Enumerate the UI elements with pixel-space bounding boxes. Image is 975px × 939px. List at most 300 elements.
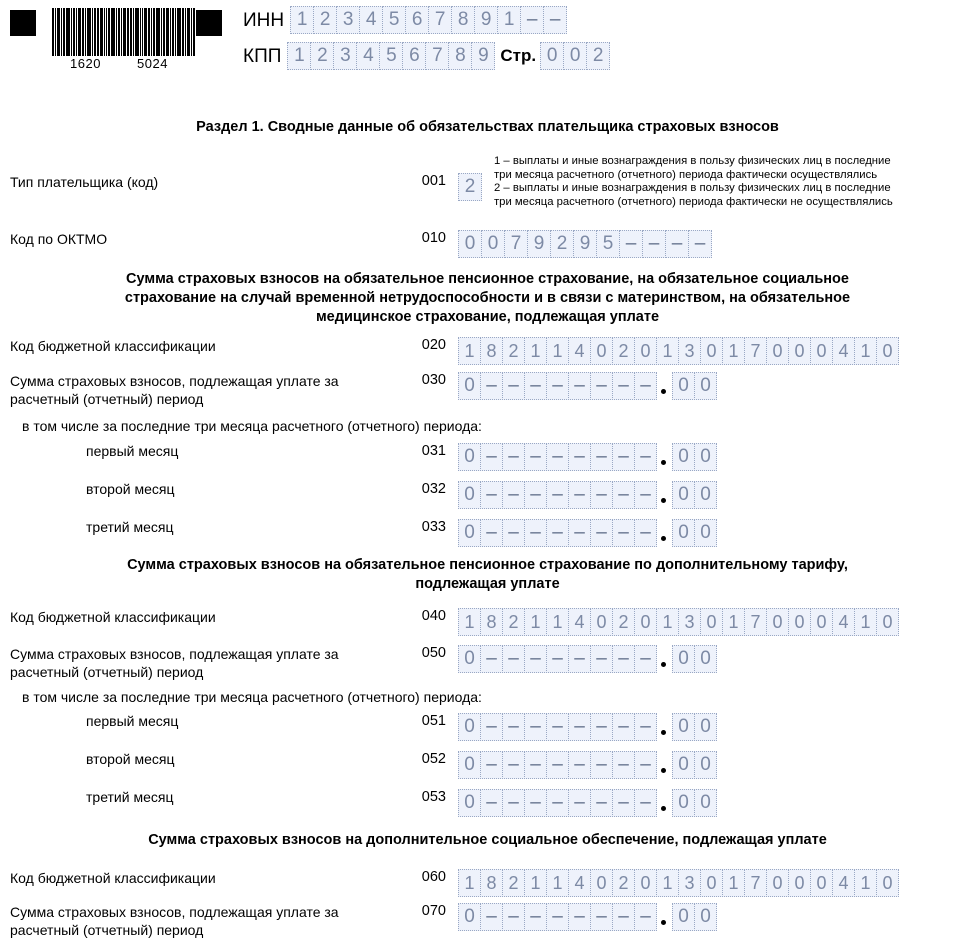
month-field[interactable] [458, 481, 716, 509]
barcode-bar [97, 8, 99, 56]
month-dec-cells[interactable] [672, 519, 716, 547]
char-cell[interactable]: 0 [458, 443, 481, 471]
sum-field[interactable] [458, 903, 716, 931]
char-cell[interactable]: – [634, 519, 657, 547]
char-cell[interactable]: 0 [634, 869, 657, 897]
month-dec-cells[interactable] [672, 751, 716, 779]
char-cell[interactable]: 0 [672, 645, 695, 673]
barcode-bar [100, 8, 103, 56]
month-dec-cells[interactable] [672, 443, 716, 471]
char-cell[interactable]: 4 [568, 608, 591, 636]
month-code: 031 [421, 443, 446, 459]
char-cell[interactable]: 1 [656, 608, 679, 636]
char-cell[interactable]: 0 [694, 645, 717, 673]
payer-type-hint-line4: три месяца расчетного (отчетного) периода фактически не осуществлялись [494, 195, 893, 208]
char-cell[interactable]: 4 [832, 608, 855, 636]
char-cell[interactable]: 0 [766, 337, 789, 365]
sum-field[interactable] [458, 372, 716, 400]
char-cell[interactable]: – [590, 903, 613, 931]
char-cell[interactable]: 0 [876, 869, 899, 897]
char-cell[interactable]: – [524, 789, 547, 817]
char-cell[interactable]: 0 [810, 337, 833, 365]
kpp-row [243, 40, 609, 72]
char-cell[interactable]: – [590, 789, 613, 817]
char-cell[interactable]: 4 [356, 42, 380, 70]
char-cell[interactable]: – [634, 751, 657, 779]
barcode-bar [185, 8, 186, 56]
char-cell[interactable]: 1 [722, 608, 745, 636]
barcode-bar [104, 8, 105, 56]
month-int-cells[interactable] [458, 789, 656, 817]
decimal-separator [656, 481, 672, 509]
char-cell[interactable]: – [612, 789, 635, 817]
char-cell[interactable]: – [612, 903, 635, 931]
kbk-label: Код бюджетной классификации [10, 609, 216, 625]
char-cell[interactable]: – [590, 372, 613, 400]
char-cell[interactable]: – [502, 443, 525, 471]
char-cell[interactable]: 3 [678, 869, 701, 897]
alignment-square-left [10, 10, 36, 36]
barcode-bar [144, 8, 147, 56]
char-cell[interactable]: – [502, 713, 525, 741]
char-cell[interactable]: – [612, 751, 635, 779]
barcode-bar [170, 8, 171, 56]
char-cell[interactable]: – [480, 519, 503, 547]
char-cell[interactable]: 2 [612, 337, 635, 365]
char-cell[interactable]: 9 [471, 42, 495, 70]
char-cell[interactable]: 0 [810, 608, 833, 636]
char-cell[interactable]: 5 [382, 6, 406, 34]
block-title-line: Сумма страховых взносов на дополнительное социальное обеспечение, подлежащая уплате [148, 832, 827, 848]
char-cell[interactable]: 4 [568, 869, 591, 897]
char-cell[interactable]: 0 [694, 443, 717, 471]
char-cell[interactable]: – [480, 789, 503, 817]
char-cell[interactable]: – [546, 372, 569, 400]
char-cell[interactable]: 6 [402, 42, 426, 70]
char-cell[interactable]: 1 [458, 608, 481, 636]
char-cell[interactable]: – [524, 751, 547, 779]
month-field[interactable] [458, 713, 716, 741]
char-cell[interactable]: – [546, 713, 569, 741]
barcode-bar [66, 8, 70, 56]
char-cell[interactable]: – [568, 481, 591, 509]
char-cell[interactable]: – [480, 372, 503, 400]
block-subnote: в том числе за последние три месяца расчетного (отчетного) периода: [22, 418, 482, 434]
page-number-input[interactable] [540, 42, 609, 70]
char-cell[interactable]: 0 [590, 869, 613, 897]
char-cell[interactable]: 0 [876, 608, 899, 636]
month-dec-cells[interactable] [672, 481, 716, 509]
char-cell[interactable]: 0 [634, 608, 657, 636]
sum-dec-cells[interactable] [672, 372, 716, 400]
char-cell[interactable]: 2 [550, 230, 574, 258]
char-cell[interactable]: 9 [527, 230, 551, 258]
char-cell[interactable]: 2 [502, 608, 525, 636]
char-cell[interactable]: 1 [722, 337, 745, 365]
char-cell[interactable]: – [590, 751, 613, 779]
page-label: Стр. [500, 46, 537, 65]
char-cell[interactable]: 1 [290, 6, 314, 34]
char-cell[interactable]: 0 [672, 903, 695, 931]
barcode-bar [148, 8, 150, 56]
char-cell[interactable]: 3 [678, 608, 701, 636]
sum-code: 070 [421, 903, 446, 919]
char-cell[interactable]: 7 [504, 230, 528, 258]
barcode-bar [106, 8, 107, 56]
char-cell[interactable]: – [502, 481, 525, 509]
kbk-cells[interactable] [458, 869, 898, 897]
char-cell[interactable]: – [612, 645, 635, 673]
inn-input[interactable] [290, 6, 566, 34]
char-cell[interactable]: – [612, 519, 635, 547]
char-cell[interactable]: – [543, 6, 567, 34]
char-cell[interactable]: – [688, 230, 712, 258]
char-cell[interactable]: 5 [596, 230, 620, 258]
char-cell[interactable]: – [546, 519, 569, 547]
char-cell[interactable]: – [590, 519, 613, 547]
char-cell[interactable]: 0 [634, 337, 657, 365]
char-cell[interactable]: 1 [524, 608, 547, 636]
char-cell[interactable]: – [634, 481, 657, 509]
char-cell[interactable]: 1 [854, 608, 877, 636]
month-field[interactable] [458, 443, 716, 471]
char-cell[interactable]: 7 [744, 608, 767, 636]
char-cell[interactable]: – [568, 519, 591, 547]
block-title [0, 270, 975, 327]
char-cell[interactable]: 2 [612, 608, 635, 636]
month-label: третий месяц [86, 789, 174, 805]
sum-int-cells[interactable] [458, 645, 656, 673]
char-cell[interactable]: 1 [656, 869, 679, 897]
char-cell[interactable]: 1 [546, 869, 569, 897]
char-cell[interactable]: 0 [700, 337, 723, 365]
char-cell[interactable]: 1 [722, 869, 745, 897]
char-cell[interactable]: 8 [480, 608, 503, 636]
char-cell[interactable]: – [480, 481, 503, 509]
char-cell[interactable]: 0 [788, 337, 811, 365]
char-cell[interactable]: – [590, 443, 613, 471]
char-cell[interactable]: – [634, 372, 657, 400]
char-cell[interactable]: 0 [876, 337, 899, 365]
kbk-field[interactable] [458, 608, 898, 636]
sum-label-line2: расчетный (отчетный) период [10, 922, 204, 938]
char-cell[interactable]: 2 [458, 173, 482, 201]
sum-dec-cells[interactable] [672, 645, 716, 673]
char-cell[interactable]: 0 [590, 337, 613, 365]
char-cell[interactable]: 8 [448, 42, 472, 70]
char-cell[interactable]: – [546, 645, 569, 673]
char-cell[interactable]: – [546, 789, 569, 817]
char-cell[interactable]: – [612, 443, 635, 471]
char-cell[interactable]: – [546, 751, 569, 779]
char-cell[interactable]: – [502, 789, 525, 817]
block-title-line: медицинское страхование, подлежащая уплате [315, 309, 660, 325]
sum-field[interactable] [458, 645, 716, 673]
barcode-bar [61, 8, 62, 56]
char-cell[interactable]: 0 [672, 751, 695, 779]
barcode-bar [153, 8, 155, 56]
kbk-field[interactable] [458, 869, 898, 897]
char-cell[interactable]: – [502, 903, 525, 931]
sum-code: 050 [421, 645, 446, 661]
char-cell[interactable]: 2 [502, 869, 525, 897]
decimal-separator [656, 751, 672, 779]
barcode-bar [166, 8, 169, 56]
char-cell[interactable]: – [502, 372, 525, 400]
char-cell[interactable]: – [480, 751, 503, 779]
char-cell[interactable]: – [665, 230, 689, 258]
char-cell[interactable]: 1 [524, 337, 547, 365]
char-cell[interactable]: – [568, 372, 591, 400]
sum-label-line2: расчетный (отчетный) период [10, 391, 204, 407]
char-cell[interactable]: 0 [694, 903, 717, 931]
char-cell[interactable]: 0 [788, 869, 811, 897]
char-cell[interactable]: – [524, 645, 547, 673]
char-cell[interactable]: 0 [700, 608, 723, 636]
barcode-bar [127, 8, 129, 56]
char-cell[interactable]: 0 [810, 869, 833, 897]
char-cell[interactable]: – [568, 789, 591, 817]
char-cell[interactable]: 0 [672, 372, 695, 400]
sum-label-line1: Сумма страховых взносов, подлежащая уплате за [10, 646, 339, 662]
char-cell[interactable]: – [634, 645, 657, 673]
char-cell[interactable]: – [502, 645, 525, 673]
month-int-cells[interactable] [458, 443, 656, 471]
char-cell[interactable]: 1 [656, 337, 679, 365]
char-cell[interactable]: 0 [766, 608, 789, 636]
char-cell[interactable]: 0 [563, 42, 587, 70]
char-cell[interactable]: – [524, 443, 547, 471]
char-cell[interactable]: 9 [474, 6, 498, 34]
char-cell[interactable]: – [502, 751, 525, 779]
month-code: 051 [421, 713, 446, 729]
char-cell[interactable]: 0 [672, 519, 695, 547]
char-cell[interactable]: 2 [502, 337, 525, 365]
barcode-bar [82, 8, 84, 56]
char-cell[interactable]: 0 [694, 789, 717, 817]
kbk-cells[interactable] [458, 337, 898, 365]
block-title-line: Сумма страховых взносов на обязательное пенсионное страхование по дополнительному тарифу, [127, 557, 848, 573]
char-cell[interactable]: 7 [425, 42, 449, 70]
sum-dec-cells[interactable] [672, 903, 716, 931]
char-cell[interactable]: – [546, 443, 569, 471]
char-cell[interactable]: 4 [832, 337, 855, 365]
kpp-label: КПП [243, 45, 282, 67]
char-cell[interactable]: 1 [497, 6, 521, 34]
block-title [0, 556, 975, 594]
month-field[interactable] [458, 789, 716, 817]
char-cell[interactable]: – [619, 230, 643, 258]
char-cell[interactable]: 8 [480, 337, 503, 365]
section-title: Раздел 1. Сводные данные об обязательствах плательщика страховых взносов [196, 119, 779, 135]
payer-type-hint-line2: три месяца расчетного (отчетного) периода фактически осуществлялись [494, 168, 878, 181]
month-label: первый месяц [86, 713, 179, 729]
char-cell[interactable]: 0 [540, 42, 564, 70]
inn-label: ИНН [243, 9, 285, 31]
char-cell[interactable]: – [568, 903, 591, 931]
char-cell[interactable]: 1 [854, 869, 877, 897]
char-cell[interactable]: – [524, 372, 547, 400]
kpp-input[interactable] [287, 42, 494, 70]
form-header [0, 0, 975, 92]
char-cell[interactable]: 0 [788, 608, 811, 636]
kbk-field[interactable] [458, 337, 898, 365]
char-cell[interactable]: – [502, 519, 525, 547]
char-cell[interactable]: 0 [458, 645, 481, 673]
char-cell[interactable]: 0 [766, 869, 789, 897]
char-cell[interactable]: – [546, 481, 569, 509]
char-cell[interactable]: – [480, 443, 503, 471]
char-cell[interactable]: – [642, 230, 666, 258]
payer-type-hint [494, 155, 975, 209]
char-cell[interactable]: 0 [458, 230, 482, 258]
month-field[interactable] [458, 519, 716, 547]
barcode-bar [94, 8, 96, 56]
char-cell[interactable]: 0 [458, 713, 481, 741]
char-cell[interactable]: 7 [428, 6, 452, 34]
month-code: 032 [421, 481, 446, 497]
oktmo-label: Код по ОКТМО [10, 231, 108, 247]
barcode-bar [172, 8, 174, 56]
char-cell[interactable]: 1 [287, 42, 311, 70]
char-cell[interactable]: – [634, 903, 657, 931]
char-cell[interactable]: 0 [700, 869, 723, 897]
char-cell[interactable]: – [568, 645, 591, 673]
char-cell[interactable]: 0 [694, 713, 717, 741]
char-cell[interactable]: 1 [546, 608, 569, 636]
char-cell[interactable]: 1 [458, 337, 481, 365]
char-cell[interactable]: 7 [744, 869, 767, 897]
month-int-cells[interactable] [458, 713, 656, 741]
sum-int-cells[interactable] [458, 903, 656, 931]
char-cell[interactable]: 0 [694, 372, 717, 400]
char-cell[interactable]: 2 [612, 869, 635, 897]
month-dec-cells[interactable] [672, 713, 716, 741]
char-cell[interactable]: 4 [568, 337, 591, 365]
month-field[interactable] [458, 751, 716, 779]
char-cell[interactable]: 1 [854, 337, 877, 365]
char-cell[interactable]: – [480, 645, 503, 673]
barcode-bar [78, 8, 81, 56]
char-cell[interactable]: 0 [672, 481, 695, 509]
char-cell[interactable]: – [524, 519, 547, 547]
char-cell[interactable]: – [590, 713, 613, 741]
char-cell[interactable]: 1 [524, 869, 547, 897]
char-cell[interactable]: 0 [458, 519, 481, 547]
char-cell[interactable]: – [568, 443, 591, 471]
char-cell[interactable]: 2 [586, 42, 610, 70]
char-cell[interactable]: 4 [359, 6, 383, 34]
barcode-bar [63, 8, 65, 56]
char-cell[interactable]: – [590, 645, 613, 673]
char-cell[interactable]: 0 [694, 481, 717, 509]
char-cell[interactable]: 1 [458, 869, 481, 897]
payer-type-field[interactable] [458, 173, 481, 201]
char-cell[interactable]: 5 [379, 42, 403, 70]
barcode-bar [142, 8, 143, 56]
char-cell[interactable]: – [524, 713, 547, 741]
char-cell[interactable]: – [480, 713, 503, 741]
char-cell[interactable]: 6 [405, 6, 429, 34]
char-cell[interactable]: – [634, 443, 657, 471]
char-cell[interactable]: 0 [590, 608, 613, 636]
char-cell[interactable]: – [480, 903, 503, 931]
barcode-bar [116, 8, 117, 56]
char-cell[interactable]: – [634, 713, 657, 741]
char-cell[interactable]: – [524, 481, 547, 509]
char-cell[interactable]: 0 [458, 372, 481, 400]
barcode-bar [133, 8, 134, 56]
alignment-square-right [196, 10, 222, 36]
char-cell[interactable]: – [612, 713, 635, 741]
char-cell[interactable]: 2 [313, 6, 337, 34]
sum-int-cells[interactable] [458, 372, 656, 400]
char-cell[interactable]: – [612, 372, 635, 400]
decimal-separator [656, 903, 672, 931]
char-cell[interactable]: 1 [546, 337, 569, 365]
char-cell[interactable]: – [568, 713, 591, 741]
char-cell[interactable]: 7 [744, 337, 767, 365]
barcode-bar [156, 8, 160, 56]
char-cell[interactable]: – [568, 751, 591, 779]
char-cell[interactable]: – [590, 481, 613, 509]
barcode-number-right: 5024 [137, 56, 168, 71]
char-cell[interactable]: 3 [678, 337, 701, 365]
month-int-cells[interactable] [458, 519, 656, 547]
char-cell[interactable]: 0 [458, 789, 481, 817]
char-cell[interactable]: 3 [333, 42, 357, 70]
char-cell[interactable]: 0 [694, 519, 717, 547]
char-cell[interactable]: 4 [832, 869, 855, 897]
month-int-cells[interactable] [458, 481, 656, 509]
month-code: 033 [421, 519, 446, 535]
sum-label [10, 645, 390, 681]
oktmo-field[interactable] [458, 230, 711, 258]
identifiers-block [243, 4, 609, 76]
char-cell[interactable]: 0 [458, 751, 481, 779]
char-cell[interactable]: 0 [458, 903, 481, 931]
char-cell[interactable]: – [520, 6, 544, 34]
char-cell[interactable]: 8 [451, 6, 475, 34]
barcode-bar [57, 8, 60, 56]
month-label: первый месяц [86, 443, 179, 459]
month-dec-cells[interactable] [672, 789, 716, 817]
char-cell[interactable]: 0 [672, 443, 695, 471]
month-code: 052 [421, 751, 446, 767]
sum-label [10, 372, 390, 408]
kbk-cells[interactable] [458, 608, 898, 636]
month-int-cells[interactable] [458, 751, 656, 779]
char-cell[interactable]: 0 [458, 481, 481, 509]
char-cell[interactable]: – [612, 481, 635, 509]
char-cell[interactable]: – [634, 789, 657, 817]
char-cell[interactable]: 0 [672, 789, 695, 817]
char-cell[interactable]: 0 [694, 751, 717, 779]
sum-label [10, 903, 390, 939]
barcode-bar [118, 8, 120, 56]
barcode-bar [135, 8, 139, 56]
barcode-bar [73, 8, 75, 56]
char-cell[interactable]: – [546, 903, 569, 931]
char-cell[interactable]: 0 [672, 713, 695, 741]
char-cell[interactable]: 3 [336, 6, 360, 34]
char-cell[interactable]: 9 [573, 230, 597, 258]
char-cell[interactable]: 2 [310, 42, 334, 70]
char-cell[interactable]: 8 [480, 869, 503, 897]
barcode-bar [71, 8, 72, 56]
char-cell[interactable]: 0 [481, 230, 505, 258]
char-cell[interactable]: – [524, 903, 547, 931]
